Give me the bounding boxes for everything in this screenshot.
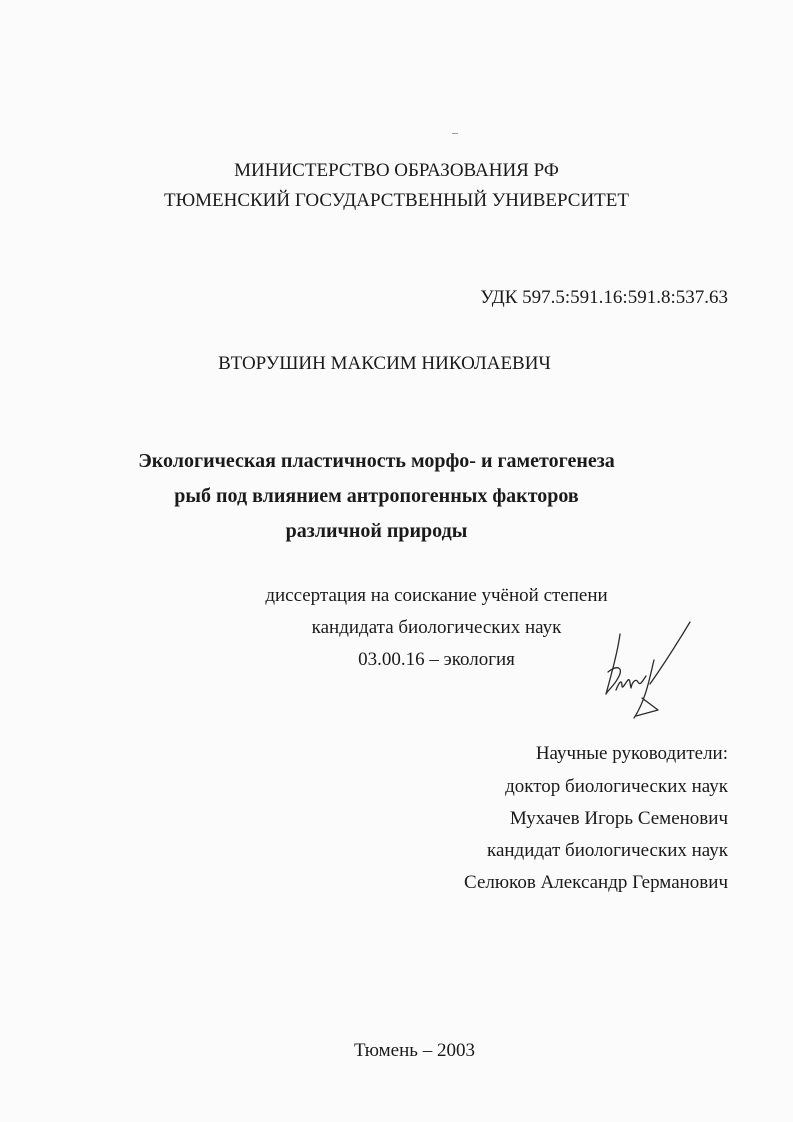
- udk-code: УДК 597.5:591.16:591.8:537.63: [480, 287, 728, 308]
- author-name: ВТОРУШИН МАКСИМ НИКОЛАЕВИЧ: [218, 353, 551, 374]
- signature-icon: [598, 620, 702, 724]
- dissertation-line-3: 03.00.16 – экология: [358, 649, 515, 670]
- dissertation-line-1: диссертация на соискание учёной степени: [265, 585, 608, 606]
- title-line-2: рыб под влиянием антропогенных факторов: [174, 485, 579, 507]
- title-line-1: Экологическая пластичность морфо- и гаметогенеза: [138, 450, 615, 472]
- ministry-heading: МИНИСТЕРСТВО ОБРАЗОВАНИЯ РФ: [234, 160, 559, 181]
- city-year: Тюмень – 2003: [354, 1040, 475, 1061]
- supervisor-1-degree: доктор биологических наук: [505, 776, 728, 797]
- supervisors-heading: Научные руководители:: [535, 743, 728, 764]
- university-heading: ТЮМЕНСКИЙ ГОСУДАРСТВЕННЫЙ УНИВЕРСИТЕТ: [163, 190, 630, 211]
- scan-mark: [452, 133, 458, 134]
- supervisor-2-name: Селюков Александр Германович: [464, 872, 728, 893]
- supervisor-2-degree: кандидат биологических наук: [487, 840, 728, 861]
- supervisor-1-name: Мухачев Игорь Семенович: [509, 808, 728, 829]
- title-line-3: различной природы: [285, 520, 468, 542]
- dissertation-line-2: кандидата биологических наук: [311, 617, 562, 638]
